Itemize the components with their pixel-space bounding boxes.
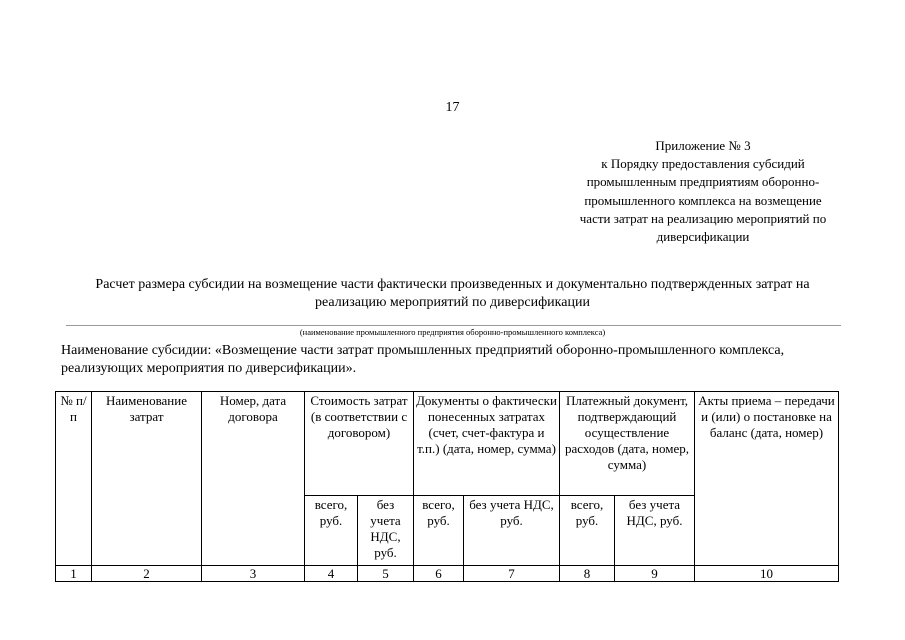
header-expense-name: Наименование затрат (92, 392, 202, 566)
appendix-line: диверсификации (656, 229, 750, 245)
column-number: 6 (414, 566, 464, 582)
column-number: 9 (615, 566, 695, 582)
appendix-line: промышленного комплекса на возмещение (584, 192, 822, 208)
subheader-docs-no-vat: без учета НДС, руб. (464, 496, 560, 566)
header-payment: Платежный документ, подтверждающий осуществление расходов (дата, номер, сумма) (560, 392, 695, 496)
appendix-line: части затрат на реализацию мероприятий по (579, 210, 827, 226)
appendix-line: к Порядку предоставления субсидий (601, 156, 805, 172)
header-documents: Документы о фактически понесенных затратах (счет, счет-фактура и т.п.) (дата, номер, сумма) (414, 392, 560, 496)
header-contract: Номер, дата договора (202, 392, 305, 566)
page-number: 17 (445, 100, 460, 115)
org-name-line (66, 325, 841, 326)
column-number: 4 (305, 566, 358, 582)
subheader-pay-no-vat: без учета НДС, руб. (615, 496, 695, 566)
subheader-cost-no-vat: без учета НДС, руб. (358, 496, 414, 566)
column-number: 8 (560, 566, 615, 582)
appendix-line: Приложение № 3 (655, 138, 751, 153)
header-number: № п/п (56, 392, 92, 566)
subheader-cost-total: всего, руб. (305, 496, 358, 566)
subheader-pay-total: всего, руб. (560, 496, 615, 566)
subsidy-line: реализующих мероприятия по диверсификации». (61, 360, 357, 376)
column-number: 5 (358, 566, 414, 582)
title-line: Расчет размера субсидии на возмещение части фактически произведенных и документально подтвержденных затрат на (95, 277, 810, 292)
org-name-caption: (наименование промышленного предприятия оборонно-промышленного комплекса) (299, 327, 606, 337)
subsidy-name (61, 342, 861, 377)
title-line: реализацию мероприятий по диверсификации (315, 295, 590, 310)
appendix-note (553, 137, 853, 246)
column-number: 3 (202, 566, 305, 582)
column-number: 2 (92, 566, 202, 582)
subheader-docs-total: всего, руб. (414, 496, 464, 566)
appendix-line: промышленным предприятиям оборонно- (586, 174, 820, 190)
column-number: 7 (464, 566, 560, 582)
header-acts: Акты приема – передачи и (или) о постановке на баланс (дата, номер) (695, 392, 839, 566)
subsidy-line: Наименование субсидии: «Возмещение части затрат промышленных предприятий оборонно-промышленного комплекса, (61, 343, 785, 358)
header-cost: Стоимость затрат (в соответствии с договором) (305, 392, 414, 496)
cost-table (55, 391, 839, 582)
document-title (40, 276, 865, 312)
column-number: 1 (56, 566, 92, 582)
column-number: 10 (695, 566, 839, 582)
